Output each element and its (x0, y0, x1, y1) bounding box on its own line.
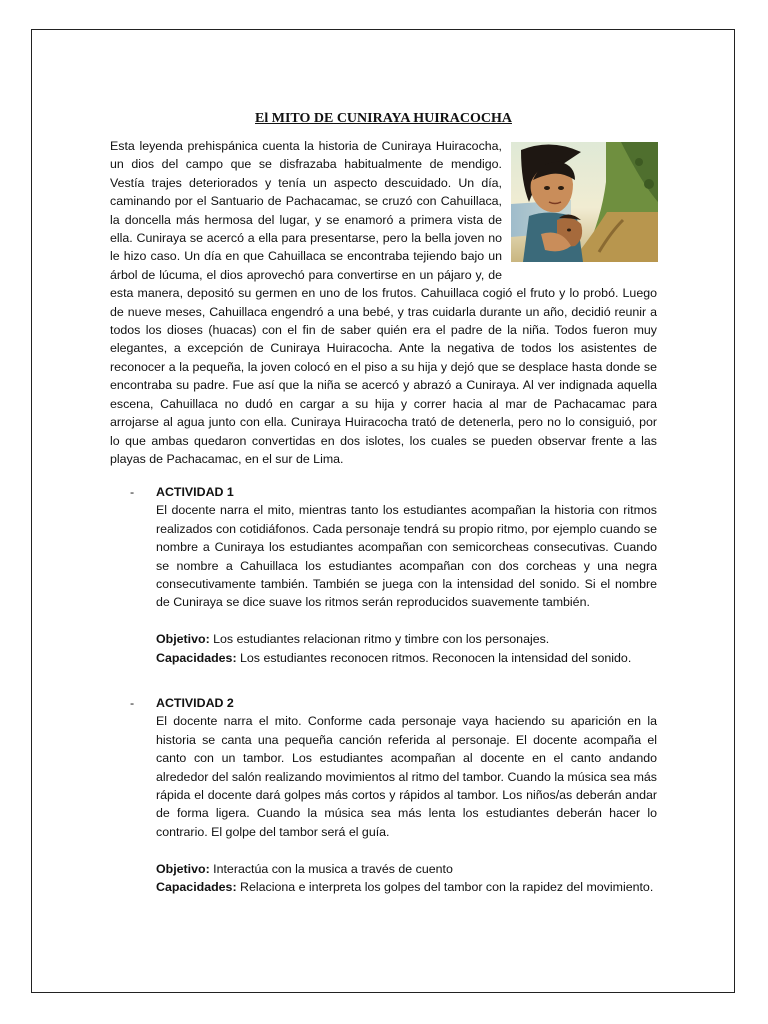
capacities-label: Capacidades: (156, 880, 237, 895)
capacities-text: Relaciona e interpreta los golpes del tambor con la rapidez del movimiento. (236, 880, 654, 895)
capacities-text: Los estudiantes reconocen ritmos. Reconocen la intensidad del sonido. (236, 650, 632, 665)
activity-bullet: - (130, 696, 135, 710)
objective-label: Objetivo: (156, 632, 210, 647)
objective-text: Los estudiantes relacionan ritmo y timbre con los personajes. (209, 632, 550, 647)
activity-objective (156, 860, 657, 878)
illustration-wrap-spacer (502, 137, 657, 283)
objective-text: Interactúa con la musica a través de cuento (209, 861, 453, 876)
activity-capacities (156, 649, 657, 667)
activity-objective (156, 630, 657, 648)
document-title: El MITO DE CUNIRAYA HUIRACOCHA (255, 111, 512, 126)
intro-paragraph (110, 137, 657, 468)
activity-capacities (156, 878, 657, 896)
intro-text: Esta leyenda prehispánica cuenta la historia de Cuniraya Huiracocha, un dios del campo que se disfrazaba habitualmente de mendigo. Vestía trajes deteriorados y tenía un aspecto descuidado. Un día, caminando por el Santuario de Pachacamac, se cruzó con Cahuillaca, la doncella más hermosa del lugar, y se enamoró a primera vista de ella. Cuniraya se acercó a ella para presentarse, pero la bella joven no le hizo caso. Un día en que Cahuillaca se encontraba tejiendo bajo un árbol de lúcuma, el dios aprovechó para convertirse en un pájaro y, de esta manera, depositó su germen en uno de los frutos. Cahuillaca cogió el fruto y lo probó. Luego de nueve meses, Cahuillaca engendró a una bebé, y tras cuidarla durante un año, decidió reunir a todos los dioses (huacas) con el fin de saber quién era el padre de la niña. Todos fueron muy elegantes, a excepción de Cuniraya Huiracocha. Ante la negativa de todos los asistentes de reconocer a la pequeña, la joven colocó en el piso a su hija y dejó que se desplace hasta donde se encontraba su padre. Fue así que la niña se acercó y abrazó a Cuniraya. Al ver indignada aquella escena, Cahuillaca no dudó en cargar a su hija y correr hacia al mar de Pachacamac para arrojarse al agua junto con ella. Cuniraya Huiracocha trató de detenerla, pero no lo consiguió, por lo que ambas quedaron convertidas en dos islotes, los cuales se pueden observar frente a las playas de Pachacamac, en el sur de Lima. (110, 139, 657, 466)
activity-bullet: - (130, 485, 135, 499)
activity-description: El docente narra el mito. Conforme cada personaje vaya haciendo su aparición en la historia se canta una pequeña canción referida al personaje. El docente acompaña el canto con un tambor. Los estudiantes acompañan al docente en el canto andando alrededor del salón realizando movimientos al ritmo del tambor. Cuando la música sea más rápida el docente dará golpes más cortos y rápidos al tambor. Los niños/as deberán andar de forma ligera. Cuando la música sea más lenta los estudiantes deberán hacer lo contrario. El golpe del tambor será el guía. (156, 714, 657, 839)
activity-2 (130, 694, 657, 896)
objective-label: Objetivo: (156, 861, 210, 876)
activity-description: El docente narra el mito, mientras tanto los estudiantes acompañan la historia con ritmos realizados con cotidiáfonos. Cada personaje tendrá su propio ritmo, por ejemplo cuando se nombre a Cuniraya los estudiantes acompañan con semicorcheas consecutivas. Cuando se nombre a Cahuillaca los estudiantes acompañan con dos corcheas y una negra consecutivamente también. También se juega con la intensidad del sonido. Si el nombre de Cuniraya se dice suave los ritmos serán reproducidos suavemente también. (156, 503, 657, 610)
activity-heading: ACTIVIDAD 2 (156, 696, 234, 710)
activity-1 (130, 483, 657, 667)
capacities-label: Capacidades: (156, 650, 237, 665)
activity-heading: ACTIVIDAD 1 (156, 485, 234, 499)
